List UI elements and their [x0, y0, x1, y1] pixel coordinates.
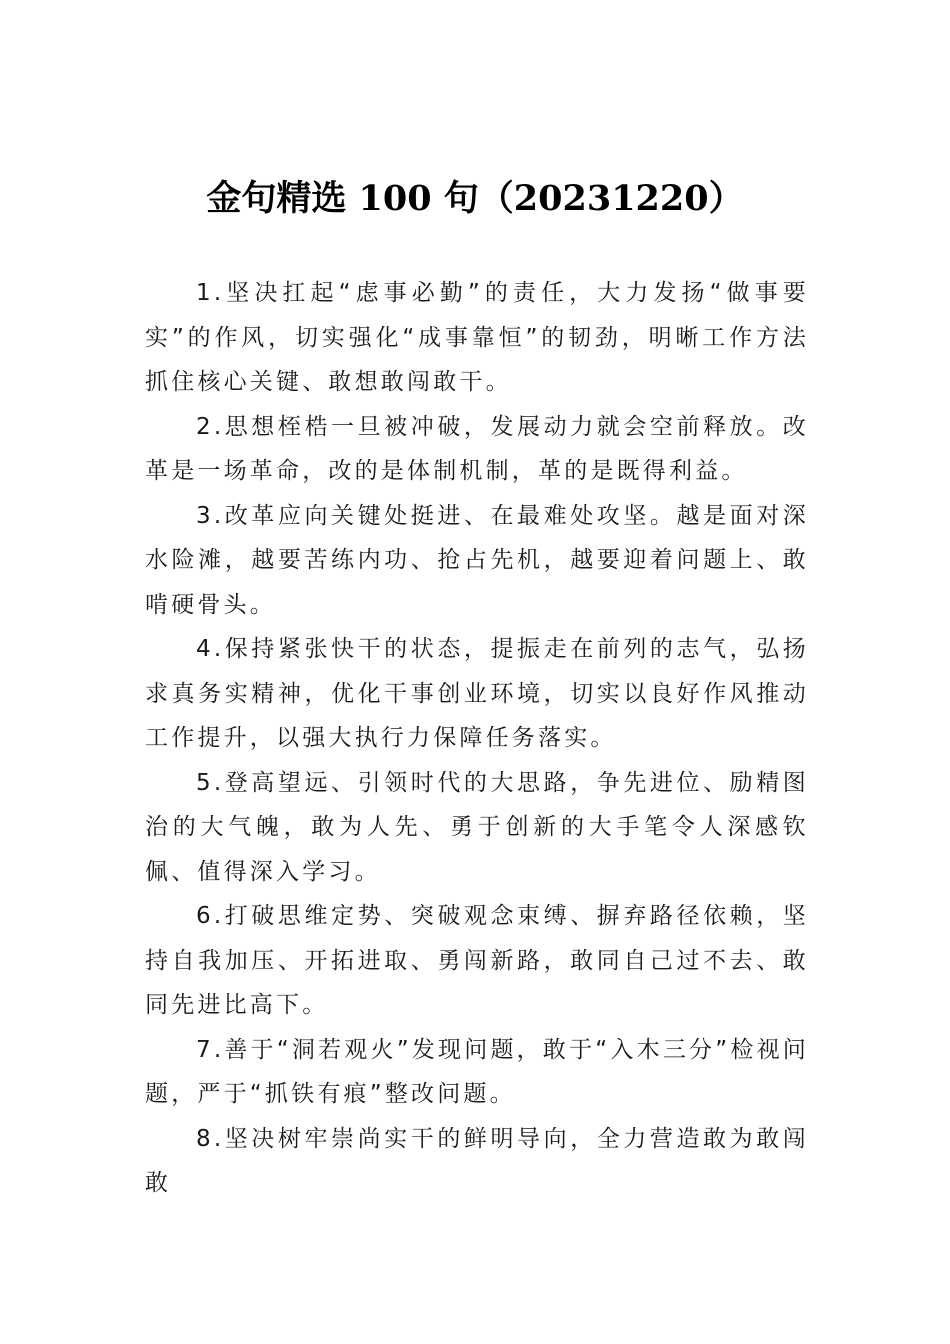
quote-paragraph-5: 5.登高望远、引领时代的大思路，争先进位、励精图治的大气魄，敢为人先、勇于创新的大手笔令人深感钦佩、值得深入学习。 [145, 769, 809, 885]
quote-paragraph-8: 8.坚决树牢崇尚实干的鲜明导向，全力营造敢为敢闯敢 [145, 1125, 809, 1196]
quote-paragraph-4: 4.保持紧张快干的状态，提振走在前列的志气，弘扬求真务实精神，优化干事创业环境，切实以良好作风推动工作提升，以强大执行力保障任务落实。 [145, 636, 809, 751]
document-body [145, 271, 809, 1206]
quote-paragraph-2: 2.思想桎梏一旦被冲破，发展动力就会空前释放。改革是一场革命，改的是体制机制，革的是既得利益。 [145, 413, 809, 484]
quote-paragraph-1: 1.坚决扛起“虑事必勤”的责任，大力发扬“做事要实”的作风，切实强化“成事靠恒”的韧劲，明晰工作方法抓住核心关键、敢想敢闯敢干。 [145, 280, 809, 395]
document-title: 金句精选 100 句（20231220） [206, 178, 744, 219]
quote-paragraph-7: 7.善于“洞若观火”发现问题，敢于“入木三分”检视问题，严于“抓铁有痕”整改问题。 [145, 1036, 809, 1107]
quote-paragraph-6: 6.打破思维定势、突破观念束缚、摒弃路径依赖，坚持自我加压、开拓进取、勇闯新路，敢同自己过不去、敢同先进比高下。 [145, 903, 809, 1018]
quote-paragraph-3: 3.改革应向关键处挺进、在最难处攻坚。越是面对深水险滩，越要苦练内功、抢占先机，越要迎着问题上、敢啃硬骨头。 [145, 502, 809, 618]
